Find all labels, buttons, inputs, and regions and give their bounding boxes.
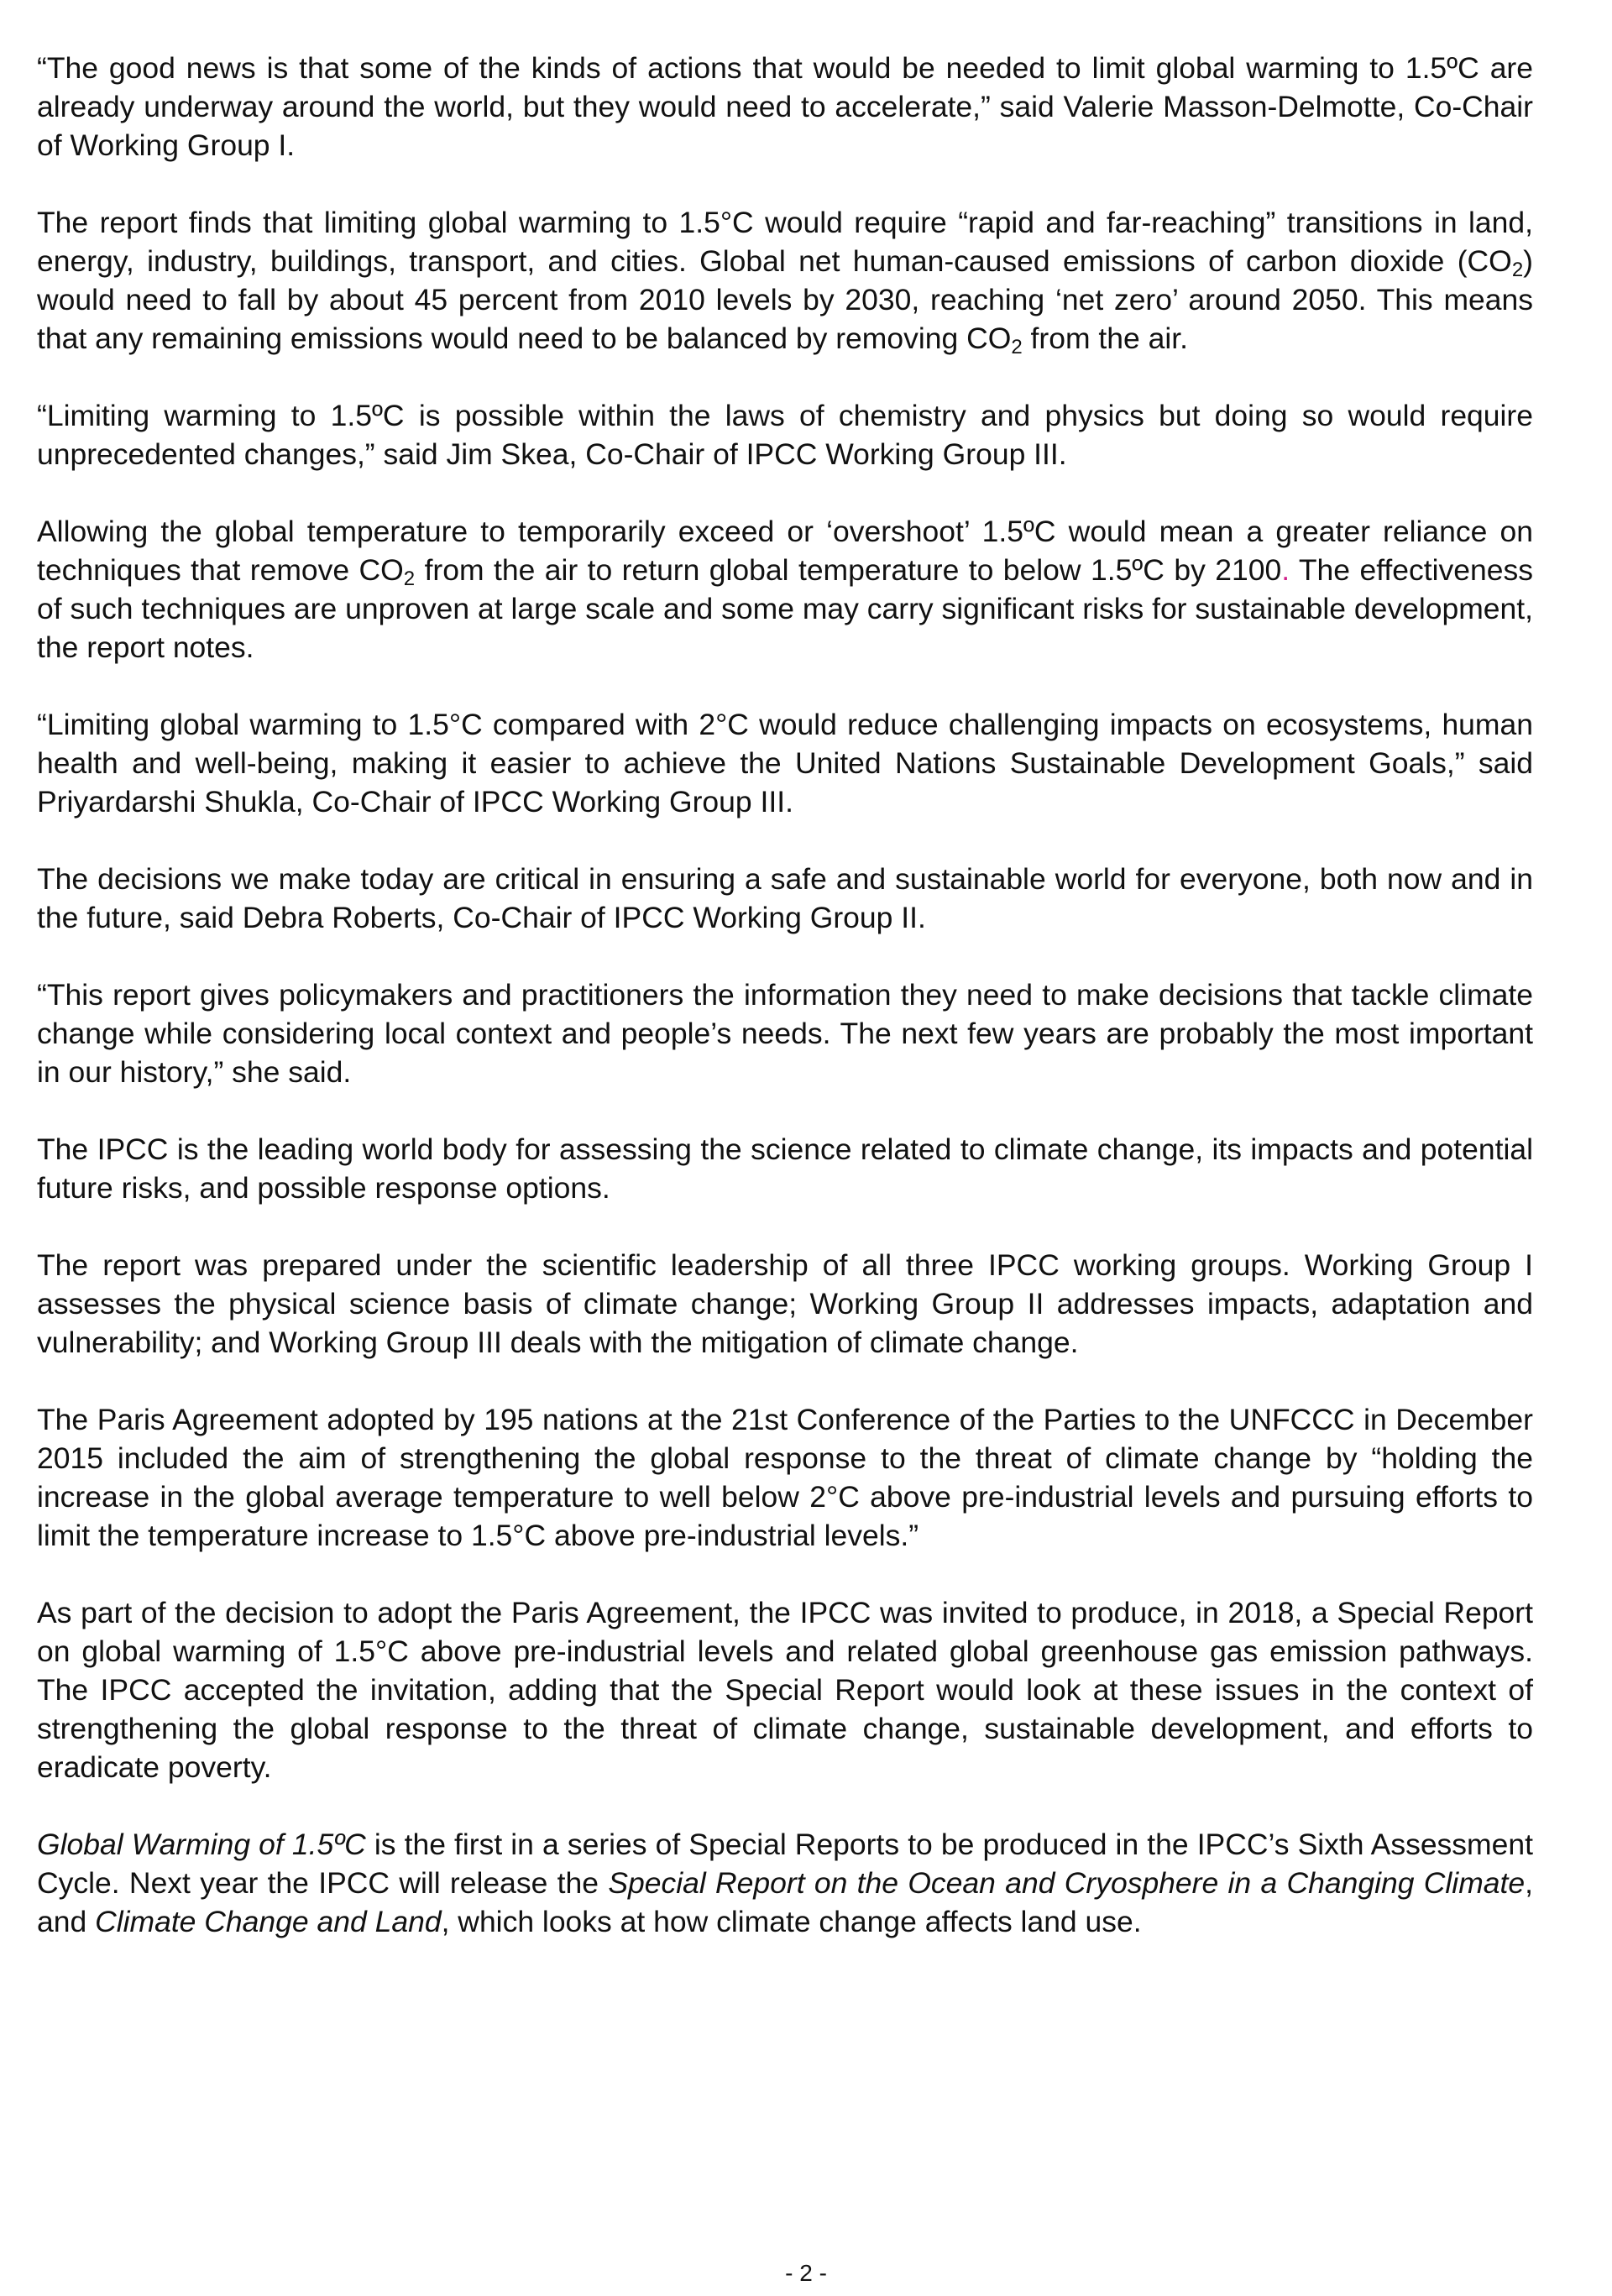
text-run: The Paris Agreement adopted by 195 nations at the 21st Conference of the Parties to the UNFCCC in December 2015 included the aim of strengthening the global response to the threat of climate change by “holding the increase in the global average temperature to well below 2°C above pre-industrial levels and pursuing efforts to limit the temperature increase to 1.5°C above pre-industrial levels.” [37, 1403, 1533, 1552]
subscript: 2 [1011, 336, 1023, 358]
paragraph [37, 396, 1533, 473]
paragraph [37, 860, 1533, 937]
text-run: ) would need to fall by about 45 percent from 2010 levels by 2030, reaching ‘net zero’ around 2050. This means that any remaining emissions would need to be balanced by removing CO [37, 244, 1533, 355]
paragraph [37, 975, 1533, 1091]
paragraph [37, 1400, 1533, 1555]
text-run: is the first in a series of Special Reports to be produced in the IPCC’s Sixth Assessment Cycle. Next year the IPCC will release the [37, 1828, 1533, 1900]
text-run: . [1281, 553, 1290, 587]
text-run: The effectiveness of such techniques are unproven at large scale and some may carry significant risks for sustainable development, the report notes. [37, 553, 1534, 664]
text-run: , which looks at how climate change affects land use. [441, 1905, 1142, 1938]
text-run: As part of the decision to adopt the Paris Agreement, the IPCC was invited to produce, in 2018, a Special Report on global warming of 1.5°C above pre-industrial levels and related global greenhouse gas emission pathways. The IPCC accepted the invitation, adding that the Special Report would look at these issues in the context of strengthening the global response to the threat of climate change, sustainable development, and efforts to eradicate poverty. [37, 1596, 1533, 1784]
page-number: - 2 - [785, 2260, 827, 2286]
text-run: The decisions we make today are critical in ensuring a safe and sustainable world for everyone, both now and in the future, said Debra Roberts, Co-Chair of IPCC Working Group II. [37, 862, 1533, 934]
text-run: from the air. [1022, 322, 1188, 355]
paragraph [37, 203, 1533, 358]
italic-title: Special Report on the Ocean and Cryosphere in a Changing Climate [608, 1866, 1526, 1900]
text-run: “The good news is that some of the kinds of actions that would be needed to limit global warming to 1.5ºC are already underway around the world, but they would need to accelerate,” said Valerie Masson-Delmotte, Co-Chair of Working Group I. [37, 51, 1533, 162]
text-run: “Limiting global warming to 1.5°C compared with 2°C would reduce challenging impacts on ecosystems, human health and well-being, making it easier to achieve the United Nations Sustainable Development Goals,” said Priyardarshi Shukla, Co-Chair of IPCC Working Group III. [37, 708, 1533, 819]
text-run: The report finds that limiting global warming to 1.5°C would require “rapid and far-reaching” transitions in land, energy, industry, buildings, transport, and cities. Global net human-caused emissions of carbon dioxide (CO [37, 206, 1533, 278]
paragraph [37, 1130, 1533, 1207]
paragraph [37, 1246, 1533, 1362]
italic-title: Global Warming of 1.5ºC [37, 1828, 366, 1861]
text-run: The report was prepared under the scientific leadership of all three IPCC working groups. Working Group I assesses the physical science basis of climate change; Working Group II addresses impacts, adaptation and vulnerability; and Working Group III deals with the mitigation of climate change. [37, 1248, 1533, 1359]
document-body [37, 49, 1533, 1980]
paragraph [37, 705, 1533, 821]
paragraph [37, 49, 1533, 165]
text-run: from the air to return global temperature to below 1.5ºC by 2100 [415, 553, 1282, 587]
text-run: “This report gives policymakers and practitioners the information they need to make decisions that tackle climate change while considering local context and people’s needs. The next few years are probably the most important in our history,” she said. [37, 978, 1533, 1089]
paragraph [37, 1825, 1533, 1941]
paragraph [37, 1593, 1533, 1786]
subscript: 2 [403, 567, 416, 590]
text-run: , and [37, 1866, 1533, 1938]
text-run: The IPCC is the leading world body for assessing the science related to climate change, its impacts and potential future risks, and possible response options. [37, 1132, 1533, 1205]
paragraph [37, 512, 1533, 667]
italic-title: Climate Change and Land [95, 1905, 442, 1938]
subscript: 2 [1511, 259, 1524, 281]
text-run: “Limiting warming to 1.5ºC is possible within the laws of chemistry and physics but doing so would require unprecedented changes,” said Jim Skea, Co-Chair of IPCC Working Group III. [37, 399, 1533, 471]
text-run: Allowing the global temperature to temporarily exceed or ‘overshoot’ 1.5ºC would mean a greater reliance on techniques that remove CO [37, 515, 1533, 587]
